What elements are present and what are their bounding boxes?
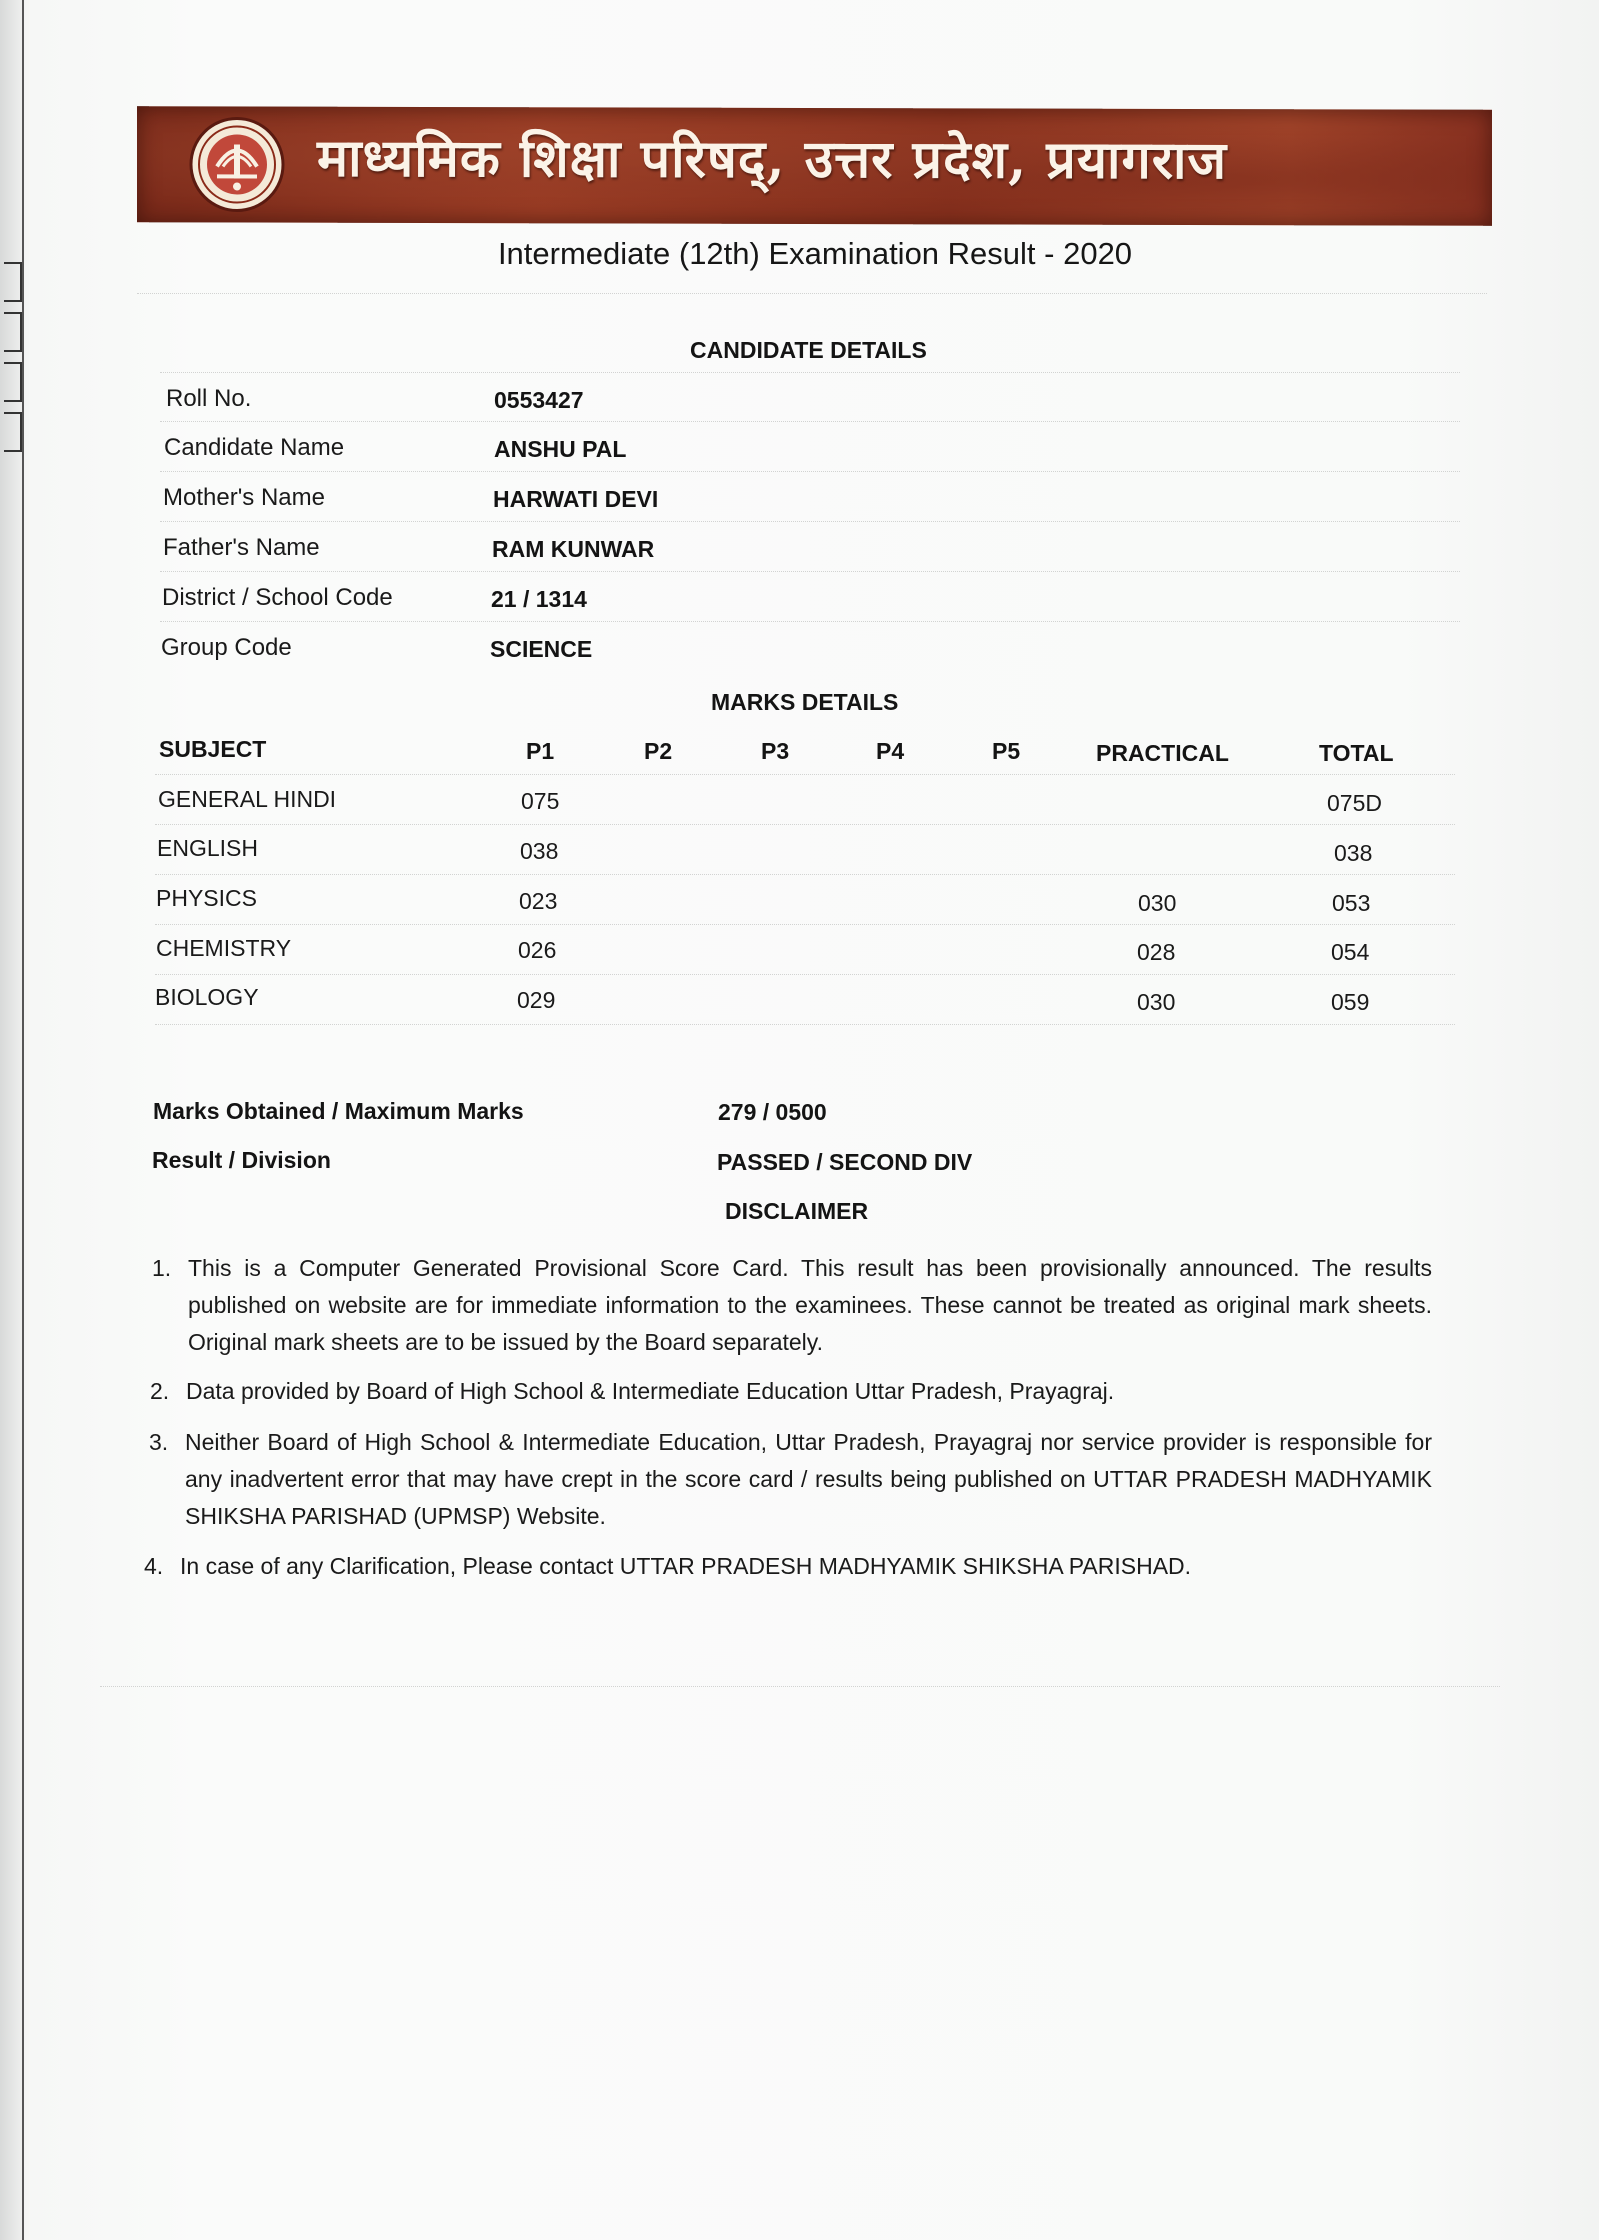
group-code-label: Group Code	[161, 634, 292, 661]
rule	[160, 471, 1460, 472]
p1-cell: 026	[518, 937, 557, 963]
candidate-name-label: Candidate Name	[164, 434, 345, 461]
col-p4: P4	[876, 738, 905, 764]
marks-obtained-value: 279 / 0500	[718, 1099, 827, 1125]
p1-cell: 038	[520, 838, 559, 864]
rule	[100, 1686, 1500, 1687]
disclaimer-text: In case of any Clarification, Please contact UTTAR PRADESH MADHYAMIK SHIKSHA PARISHAD.	[180, 1553, 1192, 1579]
col-p3: P3	[761, 738, 790, 764]
rule	[155, 924, 1455, 925]
exam-title: Intermediate (12th) Examination Result - 2020	[497, 236, 1133, 271]
total-cell: 054	[1331, 939, 1370, 965]
disclaimer-item	[150, 1373, 1432, 1410]
rule	[155, 974, 1455, 975]
col-subject: SUBJECT	[159, 736, 267, 762]
disclaimer-item	[144, 1548, 1432, 1585]
total-cell: 075D	[1327, 790, 1382, 816]
district-school-code-label: District / School Code	[162, 584, 393, 611]
subject-cell: BIOLOGY	[155, 984, 259, 1010]
p1-cell: 075	[521, 788, 560, 814]
rule	[137, 293, 1487, 294]
binding-mark	[4, 362, 22, 402]
district-school-code-value: 21 / 1314	[491, 586, 587, 612]
disclaimer-number: 3.	[149, 1429, 169, 1455]
disclaimer-text: Data provided by Board of High School & Intermediate Education Uttar Pradesh, Prayagraj.	[186, 1378, 1115, 1404]
practical-cell: 028	[1137, 939, 1176, 965]
disclaimer-number: 1.	[152, 1255, 172, 1281]
disclaimer-item	[149, 1424, 1432, 1535]
rule	[160, 372, 1460, 373]
subject-cell: PHYSICS	[156, 885, 257, 911]
practical-cell: 030	[1137, 989, 1176, 1015]
result-division-value: PASSED / SECOND DIV	[717, 1149, 973, 1175]
disclaimer-number: 2.	[150, 1378, 170, 1404]
rule	[155, 1024, 1455, 1025]
disclaimer-text: Neither Board of High School & Intermediate Education, Uttar Pradesh, Prayagraj nor service provider is responsible for any inadvertent error that may have crept in the score card / results being published on UTTAR PRADESH MADHYAMIK SHIKSHA PARISHAD (UPMSP) Website.	[185, 1429, 1432, 1529]
board-title: माध्यमिक शिक्षा परिषद्, उत्तर प्रदेश, प्रयागराज	[317, 127, 1228, 192]
roll-no-value: 0553427	[494, 387, 584, 413]
total-cell: 038	[1334, 840, 1373, 866]
subject-cell: CHEMISTRY	[156, 935, 292, 961]
binding-mark	[4, 412, 22, 452]
mothers-name-value: HARWATI DEVI	[493, 486, 659, 512]
disclaimer-number: 4.	[144, 1553, 164, 1579]
fathers-name-value: RAM KUNWAR	[492, 536, 655, 562]
header-banner	[137, 106, 1492, 226]
mothers-name-label: Mother's Name	[163, 484, 325, 511]
col-p1: P1	[526, 738, 555, 764]
total-cell: 059	[1331, 989, 1370, 1015]
rule	[160, 521, 1460, 522]
rule	[160, 421, 1460, 422]
marks-details-heading: MARKS DETAILS	[711, 689, 899, 715]
subject-cell: ENGLISH	[157, 835, 258, 861]
total-cell: 053	[1332, 890, 1371, 916]
rule	[155, 774, 1455, 775]
disclaimer-heading: DISCLAIMER	[725, 1198, 869, 1224]
fathers-name-label: Father's Name	[163, 534, 320, 561]
disclaimer-item	[152, 1250, 1432, 1361]
subject-cell: GENERAL HINDI	[158, 786, 337, 812]
p1-cell: 023	[519, 888, 558, 914]
rule	[155, 874, 1455, 875]
col-p2: P2	[644, 738, 673, 764]
roll-no-label: Roll No.	[166, 385, 252, 412]
disclaimer-text: This is a Computer Generated Provisional Score Card. This result has been provisionally announced. The results published on website are for immediate information to the examinees. These cannot be treated as original mark sheets. Original mark sheets are to be issued by the Board separately.	[188, 1255, 1432, 1355]
rule	[155, 824, 1455, 825]
binding-mark	[4, 312, 22, 352]
candidate-details-heading: CANDIDATE DETAILS	[690, 337, 927, 363]
upmsp-emblem-icon	[187, 114, 287, 214]
practical-cell: 030	[1138, 890, 1177, 916]
candidate-name-value: ANSHU PAL	[494, 436, 627, 462]
col-practical: PRACTICAL	[1096, 740, 1229, 766]
binding-edge	[0, 0, 24, 2240]
result-division-label: Result / Division	[152, 1147, 331, 1173]
p1-cell: 029	[517, 987, 556, 1013]
rule	[160, 571, 1460, 572]
marks-obtained-label: Marks Obtained / Maximum Marks	[153, 1098, 524, 1124]
rule	[160, 621, 1460, 622]
col-p5: P5	[992, 738, 1021, 764]
col-total: TOTAL	[1319, 740, 1394, 766]
group-code-value: SCIENCE	[490, 636, 593, 662]
